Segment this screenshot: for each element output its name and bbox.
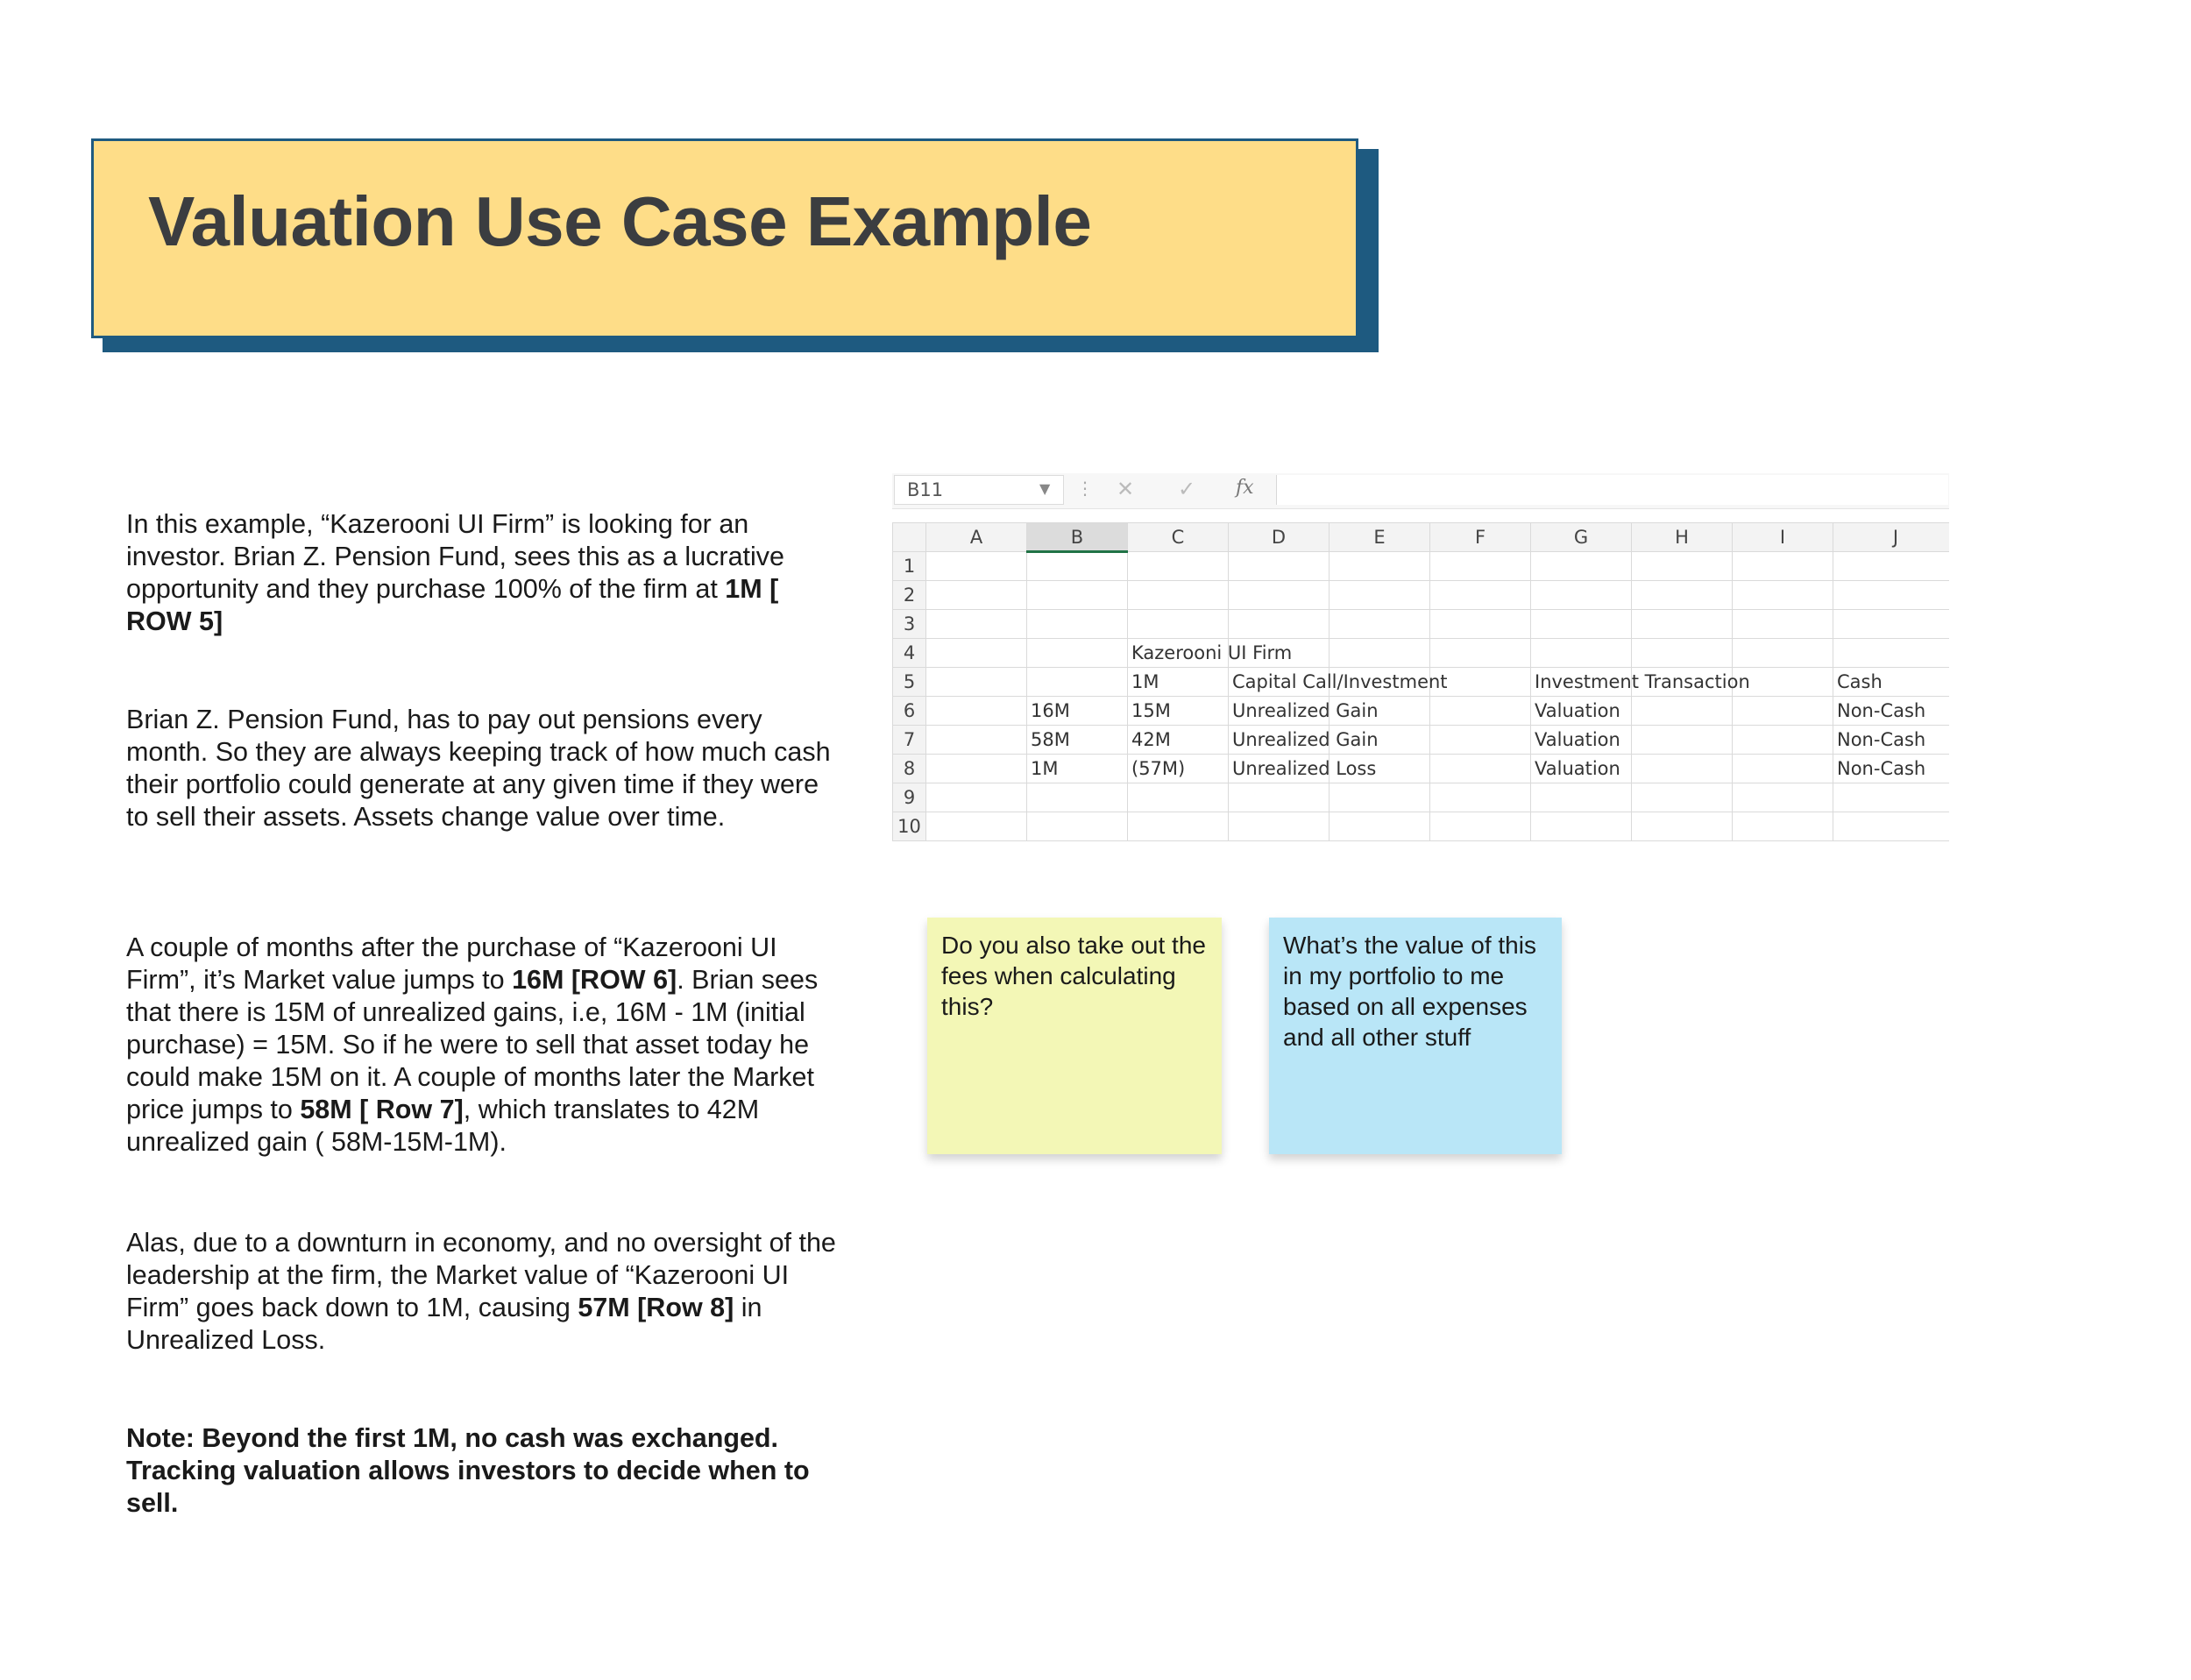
cell-a2[interactable] [926,581,1027,610]
cell-b3[interactable] [1027,610,1128,639]
cancel-icon[interactable]: ✕ [1117,477,1135,501]
cell-g3[interactable] [1531,610,1632,639]
cell-h2[interactable] [1632,581,1733,610]
row-header-6[interactable]: 6 [893,697,926,726]
column-header-i[interactable]: I [1733,523,1833,552]
cell-g4[interactable] [1531,639,1632,668]
cell-a10[interactable] [926,812,1027,841]
formula-bar [892,473,1949,509]
row-header-7[interactable]: 7 [893,726,926,755]
table-row [893,726,1950,755]
formula-input[interactable] [1276,475,1948,505]
paragraph-text-run: Brian Z. Pension Fund, has to pay out pensions every month. So they are always keeping track of how much cash their portfolio could generate at any given time if they were to sell their assets. Assets change value over time. [126,705,831,832]
cell-f6[interactable] [1430,697,1531,726]
paragraph-note [126,1422,836,1520]
cell-c8[interactable]: (57M) [1128,755,1229,783]
cell-d8[interactable]: Unrealized Loss [1229,755,1329,783]
cell-j8[interactable]: Non-Cash [1833,755,1950,783]
column-header-h[interactable]: H [1632,523,1733,552]
cell-d7[interactable]: Unrealized Gain [1229,726,1329,755]
cell-g10[interactable] [1531,812,1632,841]
row-header-8[interactable]: 8 [893,755,926,783]
cell-b4[interactable] [1027,639,1128,668]
cell-i7[interactable] [1733,726,1833,755]
cell-h6[interactable] [1632,697,1733,726]
cell-c10[interactable] [1128,812,1229,841]
column-header-g[interactable]: G [1531,523,1632,552]
cell-i6[interactable] [1733,697,1833,726]
cell-g6[interactable]: Valuation [1531,697,1632,726]
paragraph-text-run: Note: Beyond the first 1M, no cash was exchanged. Tracking valuation allows investors to decide when to sell. [126,1423,810,1518]
cell-a6[interactable] [926,697,1027,726]
cell-f9[interactable] [1430,783,1531,812]
row-header-3[interactable]: 3 [893,610,926,639]
table-row [893,552,1950,581]
sticky-note-value [1269,918,1562,1154]
cell-f1[interactable] [1430,552,1531,581]
column-header-a[interactable]: A [926,523,1027,552]
paragraph-gains [126,932,836,1159]
paragraph-text-run: 58M [ Row 7] [300,1095,464,1124]
paragraph-pension [126,704,836,833]
column-header-d[interactable]: D [1229,523,1329,552]
cell-f4[interactable] [1430,639,1531,668]
sticky-note-fees-text: Do you also take out the fees when calculating this? [941,932,1206,1020]
paragraph-text-run: 1M [ ROW 5] [126,574,779,636]
column-header-j[interactable]: J [1833,523,1950,552]
cell-i4[interactable] [1733,639,1833,668]
cell-e10[interactable] [1329,812,1430,841]
cell-i1[interactable] [1733,552,1833,581]
paragraph-intro [126,508,836,638]
cell-e4[interactable] [1329,639,1430,668]
cell-g9[interactable] [1531,783,1632,812]
cell-i2[interactable] [1733,581,1833,610]
cell-a5[interactable] [926,668,1027,697]
cell-f10[interactable] [1430,812,1531,841]
paragraph-loss [126,1227,836,1357]
paragraph-text-run: 16M [ROW 6] [512,965,677,995]
cell-c2[interactable] [1128,581,1229,610]
row-header-2[interactable]: 2 [893,581,926,610]
cell-j7[interactable]: Non-Cash [1833,726,1950,755]
cell-a3[interactable] [926,610,1027,639]
column-header-c[interactable]: C [1128,523,1229,552]
cell-j1[interactable] [1833,552,1950,581]
table-row [893,783,1950,812]
table-row [893,610,1950,639]
cell-g2[interactable] [1531,581,1632,610]
sticky-note-fees [927,918,1222,1154]
spreadsheet-grid [892,522,1949,841]
cell-h1[interactable] [1632,552,1733,581]
cell-c1[interactable] [1128,552,1229,581]
row-header-9[interactable]: 9 [893,783,926,812]
cell-d6[interactable]: Unrealized Gain [1229,697,1329,726]
cell-i10[interactable] [1733,812,1833,841]
cell-i8[interactable] [1733,755,1833,783]
cell-e1[interactable] [1329,552,1430,581]
spreadsheet-screenshot [892,473,1949,850]
cell-f8[interactable] [1430,755,1531,783]
cell-c5[interactable]: 1M [1128,668,1229,697]
sticky-note-value-text: What’s the value of this in my portfolio to me based on all expenses and all other stuff [1283,932,1536,1051]
cell-a8[interactable] [926,755,1027,783]
page-title: Valuation Use Case Example [148,182,1092,260]
paragraph-text-run: , which translates to 42M unrealized gain ( 58M-15M-1M). [126,1095,760,1157]
cell-b7[interactable]: 58M [1027,726,1128,755]
cell-b10[interactable] [1027,812,1128,841]
cell-j2[interactable] [1833,581,1950,610]
cell-e9[interactable] [1329,783,1430,812]
cell-c6[interactable]: 15M [1128,697,1229,726]
cell-c9[interactable] [1128,783,1229,812]
row-header-1[interactable]: 1 [893,552,926,581]
table-row [893,697,1950,726]
cell-h10[interactable] [1632,812,1733,841]
column-header-e[interactable]: E [1329,523,1430,552]
cell-a4[interactable] [926,639,1027,668]
cell-b1[interactable] [1027,552,1128,581]
cell-b6[interactable]: 16M [1027,697,1128,726]
table-row [893,812,1950,841]
paragraph-text-run: A couple of months after the purchase of “Kazerooni UI Firm”, it’s Market value jumps to [126,932,777,995]
paragraph-text-run: in Unrealized Loss. [126,1293,762,1355]
cell-e3[interactable] [1329,610,1430,639]
cell-g1[interactable] [1531,552,1632,581]
cell-b2[interactable] [1027,581,1128,610]
cell-i3[interactable] [1733,610,1833,639]
name-box[interactable] [894,475,1064,505]
column-header-f[interactable]: F [1430,523,1531,552]
name-box-value: B11 [907,479,944,500]
cell-j10[interactable] [1833,812,1950,841]
cell-d2[interactable] [1229,581,1329,610]
paragraph-text-run: 57M [Row 8] [578,1293,734,1322]
row-header-10[interactable]: 10 [893,812,926,841]
column-header-b[interactable]: B [1027,523,1128,552]
select-all-corner[interactable] [893,523,926,552]
paragraph-text-run: In this example, “Kazerooni UI Firm” is looking for an investor. Brian Z. Pension Fund, sees this as a lucrative opportunity and they purchase 100% of the firm at [126,509,785,604]
cell-b5[interactable] [1027,668,1128,697]
cell-d5[interactable]: Capital Call/Investment [1229,668,1329,697]
cell-b9[interactable] [1027,783,1128,812]
cell-g8[interactable]: Valuation [1531,755,1632,783]
cell-c7[interactable]: 42M [1128,726,1229,755]
table-row [893,755,1950,783]
cell-d10[interactable] [1229,812,1329,841]
cell-h4[interactable] [1632,639,1733,668]
cell-d9[interactable] [1229,783,1329,812]
cell-j6[interactable]: Non-Cash [1833,697,1950,726]
cell-j5[interactable]: Cash [1833,668,1950,697]
table-row [893,581,1950,610]
cell-i9[interactable] [1733,783,1833,812]
more-options-icon: ⋮ [1076,478,1094,499]
cell-f3[interactable] [1430,610,1531,639]
paragraph-text-run: . Brian sees that there is 15M of unrealized gains, i.e, 16M - 1M (initial purchase) = 15M. So if he were to sell that asset today he could make 15M on it. A couple of months later the Market price jumps to [126,965,819,1124]
cell-h7[interactable] [1632,726,1733,755]
cell-d3[interactable] [1229,610,1329,639]
cell-a7[interactable] [926,726,1027,755]
chevron-down-icon[interactable]: ▼ [1039,480,1051,497]
cell-g7[interactable]: Valuation [1531,726,1632,755]
cell-j9[interactable] [1833,783,1950,812]
cell-f7[interactable] [1430,726,1531,755]
cell-h9[interactable] [1632,783,1733,812]
function-icon[interactable]: fx [1236,477,1254,499]
row-header-4[interactable]: 4 [893,639,926,668]
cell-c3[interactable] [1128,610,1229,639]
cell-j4[interactable] [1833,639,1950,668]
cell-g5[interactable]: Investment Transaction [1531,668,1632,697]
title-banner [91,138,1358,338]
cell-a9[interactable] [926,783,1027,812]
cell-b8[interactable]: 1M [1027,755,1128,783]
cell-f2[interactable] [1430,581,1531,610]
cell-a1[interactable] [926,552,1027,581]
row-header-5[interactable]: 5 [893,668,926,697]
check-icon[interactable]: ✓ [1178,477,1196,501]
table-row [893,639,1950,668]
table-row [893,668,1950,697]
cell-e2[interactable] [1329,581,1430,610]
cell-h3[interactable] [1632,610,1733,639]
cell-d1[interactable] [1229,552,1329,581]
cell-h8[interactable] [1632,755,1733,783]
cell-j3[interactable] [1833,610,1950,639]
cell-c4[interactable]: Kazerooni UI Firm [1128,639,1229,668]
paragraph-text-run: Alas, due to a downturn in economy, and no oversight of the leadership at the firm, the Market value of “Kazerooni UI Firm” goes back down to 1M, causing [126,1228,836,1322]
